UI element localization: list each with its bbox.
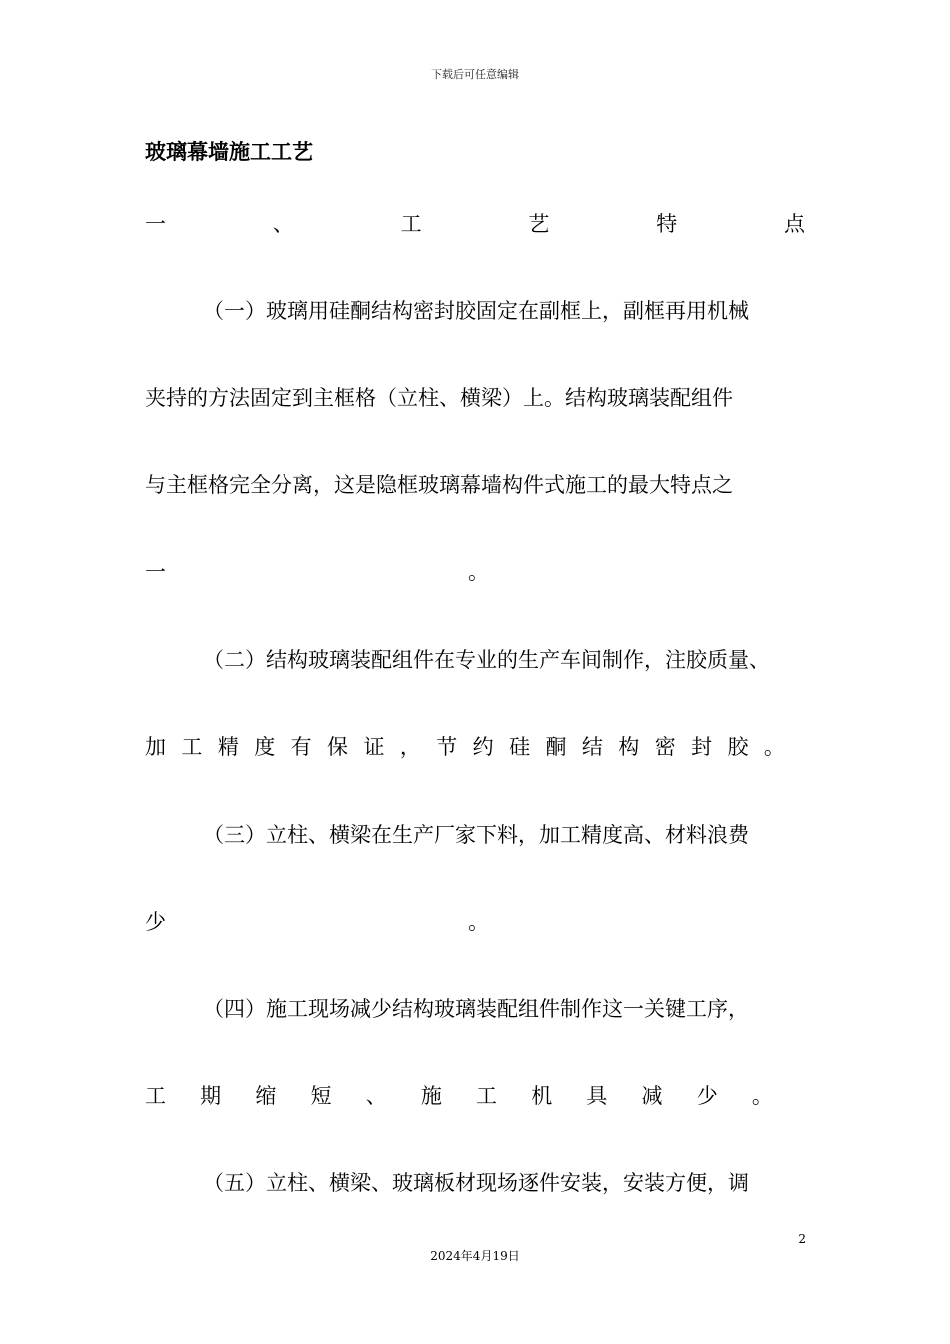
line-char: 工 (476, 1084, 498, 1108)
heading-char: 特 (656, 212, 678, 236)
section-heading (145, 209, 805, 239)
line-char: 有 (290, 735, 312, 759)
heading-char: 艺 (528, 212, 550, 236)
page-header: 下载后可任意编辑 (431, 68, 519, 81)
line-char: 密 (654, 735, 676, 759)
paragraph-line: （一）玻璃用硅酮结构密封胶固定在副框上，副框再用机械 (203, 299, 749, 323)
paragraph-line: （二）结构玻璃装配组件在专业的生产车间制作，注胶质量、 (203, 648, 770, 672)
paragraph-line (145, 907, 805, 937)
heading-char: 点 (783, 212, 805, 236)
line-char: 封 (691, 735, 713, 759)
line-char: 具 (586, 1084, 608, 1108)
line-char: 构 (618, 735, 640, 759)
line-char: 。 (763, 735, 785, 759)
line-char: 。 (468, 910, 489, 934)
line-char: 硅 (509, 735, 531, 759)
line-char: 工 (181, 735, 203, 759)
page-number: 2 (798, 1232, 806, 1246)
paragraph-line: （五）立柱、横梁、玻璃板材现场逐件安装，安装方便，调 (203, 1171, 749, 1195)
page-footer-date: 2024年4月19日 (430, 1249, 520, 1263)
line-char: 短 (310, 1084, 332, 1108)
paragraph-line-spread (145, 1081, 773, 1111)
line-char: 度 (254, 735, 276, 759)
heading-char: 一 (145, 212, 166, 236)
line-char: 期 (200, 1084, 222, 1108)
line-char: 施 (420, 1084, 442, 1108)
line-char: 机 (531, 1084, 553, 1108)
line-char: 少 (145, 910, 166, 934)
line-char: 、 (365, 1084, 387, 1108)
line-char: 少 (696, 1084, 718, 1108)
line-char: 减 (641, 1084, 663, 1108)
paragraph-line: 与主框格完全分离，这是隐框玻璃幕墙构件式施工的最大特点之 (145, 473, 733, 497)
line-char: ， (399, 735, 421, 759)
line-char: 胶 (727, 735, 749, 759)
line-char: 节 (436, 735, 458, 759)
line-char: 一 (145, 560, 166, 584)
heading-char: 、 (272, 212, 294, 236)
heading-char: 工 (400, 212, 422, 236)
paragraph-line (145, 557, 805, 587)
line-char: 。 (468, 560, 489, 584)
paragraph-line: （四）施工现场减少结构玻璃装配组件制作这一关键工序， (203, 997, 749, 1021)
line-char: 结 (581, 735, 603, 759)
paragraph-line: （三）立柱、横梁在生产厂家下料，加工精度高、材料浪费 (203, 823, 749, 847)
line-char: 保 (327, 735, 349, 759)
line-char: 酮 (545, 735, 567, 759)
line-char: 精 (217, 735, 239, 759)
line-char: 证 (363, 735, 385, 759)
document-title: 玻璃幕墙施工工艺 (145, 140, 313, 164)
line-char: 。 (751, 1084, 773, 1108)
line-char: 工 (145, 1084, 166, 1108)
paragraph-line: 夹持的方法固定到主框格（立柱、横梁）上。结构玻璃装配组件 (145, 386, 733, 410)
line-char: 加 (145, 735, 166, 759)
line-char: 缩 (255, 1084, 277, 1108)
paragraph-line-spread (145, 732, 785, 762)
line-char: 约 (472, 735, 494, 759)
